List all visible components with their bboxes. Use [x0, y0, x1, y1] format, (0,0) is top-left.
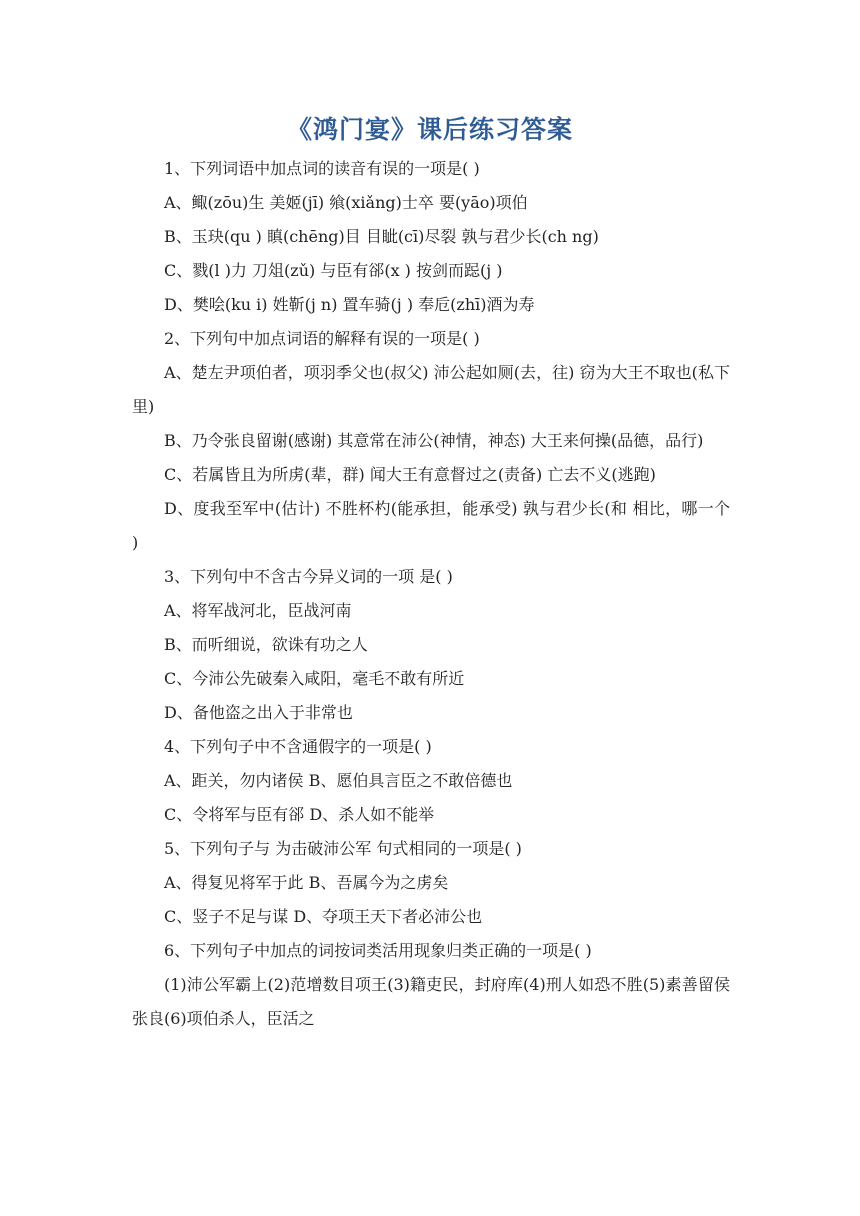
question-6-items: (1)沛公军霸上(2)范增数目项王(3)籍吏民，封府库(4)刑人如恐不胜(5)素善留侯张良(6)项伯杀人，臣活之: [132, 975, 730, 1028]
question-3: 3、下列句中不含古今异义词的一项 是( ): [164, 567, 453, 586]
option-2b: B、乃令张良留谢(感谢) 其意常在沛公(神情，神态) 大王来何操(品德，品行): [164, 431, 704, 450]
question-4: 4、下列句子中不含通假字的一项是( ): [164, 737, 432, 756]
option-3c: C、今沛公先破秦入咸阳，毫毛不敢有所近: [164, 669, 465, 688]
option-4cd: C、令将军与臣有郤 D、杀人如不能举: [164, 805, 435, 824]
document-body: [132, 152, 730, 1036]
option-5ab: A、得复见将军于此 B、吾属今为之虏矣: [164, 873, 449, 892]
document-title: 《鸿门宴》课后练习答案: [286, 115, 573, 144]
option-5cd: C、竖子不足与谋 D、夺项王天下者必沛公也: [164, 907, 483, 926]
question-5: 5、下列句子与 为击破沛公军 句式相同的一项是( ): [164, 839, 522, 858]
question-1: 1、下列词语中加点词的读音有误的一项是( ): [164, 159, 480, 178]
question-6: 6、下列句子中加点的词按词类活用现象归类正确的一项是( ): [164, 941, 592, 960]
option-4ab: A、距关，勿内诸侯 B、愿伯具言臣之不敢倍德也: [164, 771, 513, 790]
question-2: 2、下列句中加点词语的解释有误的一项是( ): [164, 329, 480, 348]
option-1a: A、鲰(zōu)生 美姬(jī) 飨(xiǎng)士卒 要(yāo)项伯: [164, 193, 528, 212]
option-1d: D、樊哙(ku i) 姓靳(j n) 置车骑(j ) 奉卮(zhī)酒为寿: [164, 295, 535, 314]
option-2a: A、楚左尹项伯者，项羽季父也(叔父) 沛公起如厕(去，往) 窃为大王不取也(私下里): [132, 363, 730, 416]
option-1b: B、玉玦(qu ) 瞋(chēng)目 目眦(cī)尽裂 孰与君少长(ch ng): [164, 227, 599, 246]
option-3b: B、而听细说，欲诛有功之人: [164, 635, 368, 654]
option-3d: D、备他盗之出入于非常也: [164, 703, 353, 722]
option-2d: D、度我至军中(估计) 不胜杯杓(能承担，能承受) 孰与君少长(和 相比，哪一个 ): [132, 499, 730, 552]
option-2c: C、若属皆且为所虏(辈，群) 闻大王有意督过之(责备) 亡去不义(逃跑): [164, 465, 656, 484]
option-3a: A、将军战河北，臣战河南: [164, 601, 352, 620]
option-1c: C、戮(l )力 刀俎(zǔ) 与臣有郤(x ) 按剑而跽(j ): [164, 261, 503, 280]
